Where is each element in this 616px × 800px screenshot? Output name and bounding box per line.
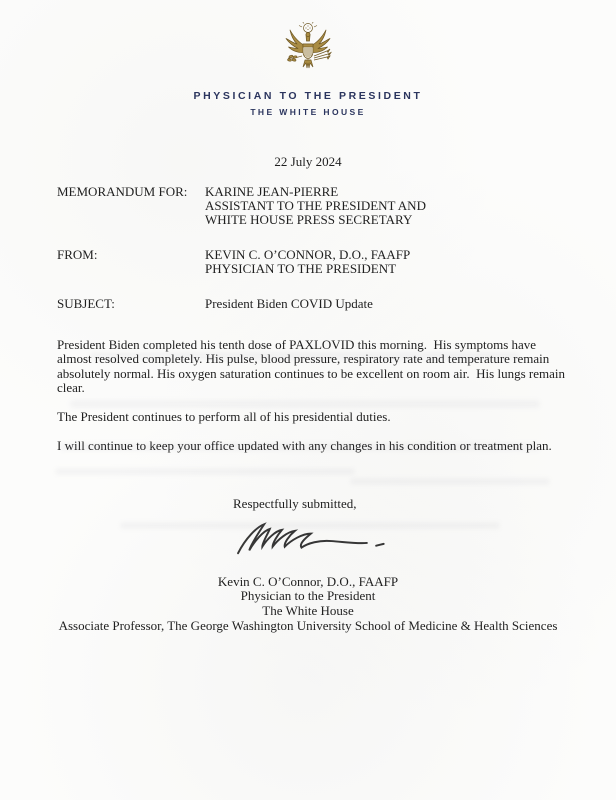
letterhead (0, 0, 616, 117)
letterhead-office-title: PHYSICIAN TO THE PRESIDENT (193, 90, 423, 102)
closing-section (57, 496, 566, 566)
memo-field-from (57, 248, 566, 276)
presidential-seal-icon (276, 22, 340, 80)
recipient-title-line-1: ASSISTANT TO THE PRESIDENT AND (205, 198, 426, 213)
memo-field-value (205, 185, 426, 227)
memo-field-label: MEMORANDUM FOR: (57, 184, 188, 199)
memo-field-label: SUBJECT: (57, 296, 115, 311)
memo-field-value (205, 297, 373, 311)
memo-field-memorandum-for (57, 185, 566, 227)
memo-body (57, 337, 569, 454)
sender-title: PHYSICIAN TO THE PRESIDENT (205, 261, 397, 276)
date: 22 July 2024 (274, 154, 342, 169)
signature-block (0, 575, 616, 633)
letterhead-organization: THE WHITE HOUSE (250, 107, 366, 117)
signer-name: Kevin C. O’Connor, D.O., FAAFP (217, 573, 399, 589)
subject-text: President Biden COVID Update (205, 296, 373, 311)
salutation: Respectfully submitted, (233, 495, 357, 511)
recipient-title-line-2: WHITE HOUSE PRESS SECRETARY (205, 212, 413, 227)
bleed-through-ghosting (55, 468, 355, 475)
signer-title: Physician to the President (240, 588, 376, 604)
sender-name: KEVIN C. O’CONNOR, D.O., FAAFP (205, 247, 411, 262)
recipient-name: KARINE JEAN-PIERRE (205, 184, 339, 199)
memo-header-fields (57, 185, 566, 311)
signer-affiliation: Associate Professor, The George Washington University School of Medicine & Health Sciences (58, 617, 558, 633)
memo-field-label: FROM: (57, 247, 98, 262)
handwritten-signature (225, 518, 566, 566)
body-paragraph: I will continue to keep your office updated with any changes in his condition or treatment plan. (57, 438, 552, 454)
signer-organization: The White House (262, 602, 354, 618)
memo-field-subject (57, 297, 566, 311)
bleed-through-ghosting (350, 478, 550, 485)
memo-field-value (205, 248, 410, 276)
body-paragraph: The President continues to perform all of his presidential duties. (57, 409, 391, 425)
body-paragraph: President Biden completed his tenth dose of PAXLOVID this morning. His symptoms have almost resolved completely. His pulse, blood pressure, respiratory rate and temperature remain absolutely normal. His oxygen saturation continues to be excellent on room air. His lungs remain clear. (57, 337, 569, 395)
